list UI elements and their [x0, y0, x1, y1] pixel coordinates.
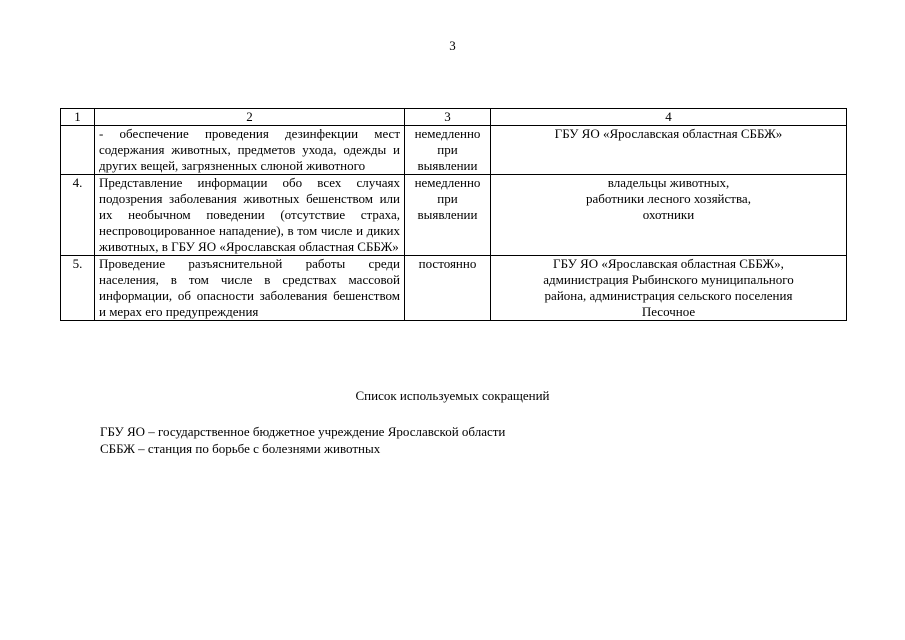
abbreviations-title: Список используемых сокращений [355, 388, 550, 403]
term-line: немедленно [414, 175, 481, 190]
row-term [405, 256, 491, 321]
executor-line: владельцы животных, [607, 175, 730, 190]
row-term [405, 175, 491, 256]
table-row [61, 256, 847, 321]
header-cell-2: 2 [95, 109, 405, 126]
executor-line: администрация Рыбинского муниципального [543, 272, 794, 287]
row-description: - обеспечение проведения дезинфекции мест содержания животных, предметов ухода, одежды и других вещей, загрязненных слюной животного [95, 126, 405, 175]
row-executor [491, 256, 847, 321]
executor-line: Песочное [641, 304, 696, 319]
header-cell-3: 3 [405, 109, 491, 126]
header-cell-4: 4 [491, 109, 847, 126]
executor-line: работники лесного хозяйства, [586, 191, 751, 206]
executor-line: района, администрация сельского поселения [544, 288, 793, 303]
header-cell-1: 1 [61, 109, 95, 126]
abbreviation-item: СББЖ – станция по борьбе с болезнями животных [100, 441, 381, 456]
page-number: 3 [449, 38, 456, 53]
row-term [405, 126, 491, 175]
table-row [61, 175, 847, 256]
term-line: немедленно [414, 126, 481, 141]
abbreviation-item: ГБУ ЯО – государственное бюджетное учреждение Ярославской области [100, 424, 506, 439]
table-row [61, 126, 847, 175]
term-line: постоянно [418, 256, 477, 271]
row-description: Представление информации обо всех случаях подозрения заболевания животных бешенством или их необычном поведении (отсутствие страха, неспровоцированное нападение), в том числе и диких животных, в ГБУ ЯО «Ярославская областная СББЖ» [95, 175, 405, 256]
abbreviations-list [100, 423, 800, 457]
term-line: выявлении [417, 207, 478, 222]
table-header-row [61, 109, 847, 126]
row-description: Проведение разъяснительной работы среди населения, в том числе в средствах массовой информации, об опасности заболевания бешенством и мерах его предупреждения [95, 256, 405, 321]
executor-line: охотники [642, 207, 695, 222]
row-number [61, 126, 95, 175]
row-executor [491, 126, 847, 175]
measures-table [60, 108, 847, 321]
term-line: при [437, 191, 458, 206]
term-line: выявлении [417, 158, 478, 173]
executor-line: ГБУ ЯО «Ярославская областная СББЖ» [554, 126, 783, 141]
row-number: 4. [61, 175, 95, 256]
executor-line: ГБУ ЯО «Ярославская областная СББЖ», [553, 256, 784, 271]
row-number: 5. [61, 256, 95, 321]
row-executor [491, 175, 847, 256]
term-line: при [437, 142, 458, 157]
